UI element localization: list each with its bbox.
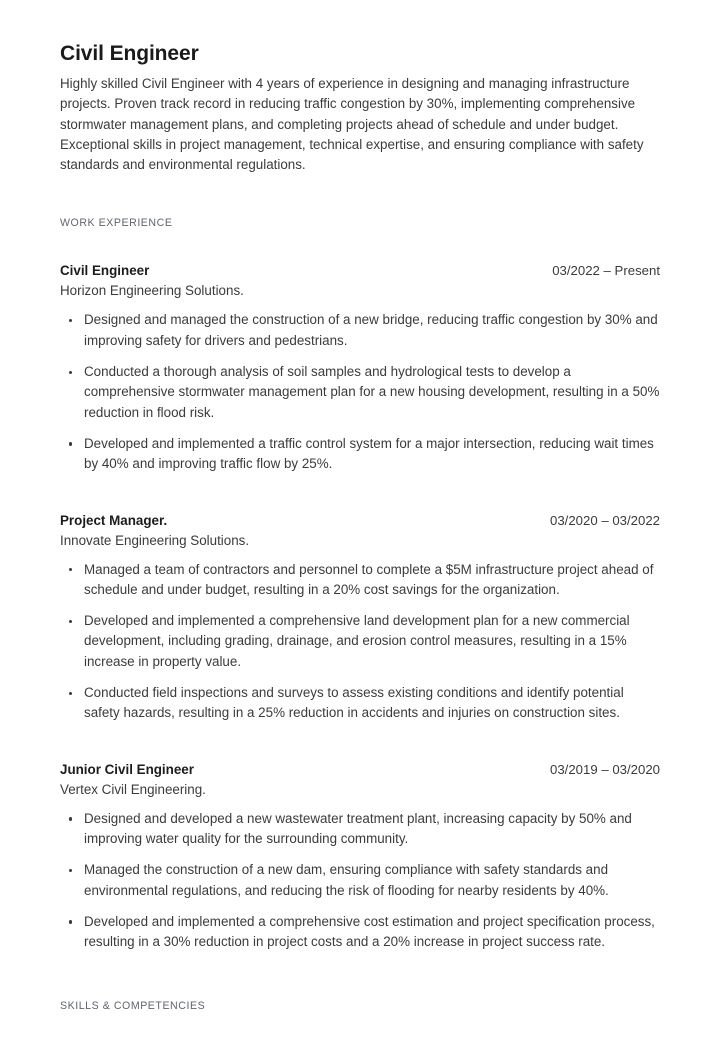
bullet-text: Conducted field inspections and surveys to assess existing conditions and identify potential safety hazards, resulting in a 25% reduction in accidents and injuries on construction sites. (84, 685, 624, 721)
bullet-text: Developed and implemented a comprehensive cost estimation and project specification process, resulting in a 30% reduction in project costs and a 20% increase in project success rate. (84, 913, 655, 950)
list-item (60, 809, 660, 850)
page-title: Civil Engineer (60, 42, 199, 65)
skills-competencies-section (60, 1000, 660, 1012)
entry-header (60, 261, 660, 280)
bullet-dot-icon (69, 442, 72, 445)
entry-job-title: Civil Engineer (60, 263, 150, 279)
bullet-dot-icon (69, 319, 72, 322)
list-item (60, 611, 660, 672)
list-item (60, 912, 660, 953)
entry-company-name: Horizon Engineering Solutions. (60, 283, 244, 299)
entry-bullet-list (60, 809, 660, 953)
list-item (60, 683, 660, 724)
entry-date-range: 03/2019 – 03/2020 (549, 761, 660, 777)
bullet-text: Designed and developed a new wastewater treatment plant, increasing capacity by 50% and improving water quality for the surrounding community. (84, 810, 632, 846)
experience-entry (60, 261, 660, 474)
list-item (60, 560, 660, 601)
bullet-text: Conducted a thorough analysis of soil samples and hydrological tests to develop a comprehensive stormwater management plan for a new housing development, resulting in a 50% reduction in flood risk. (84, 364, 660, 420)
list-item (60, 310, 660, 351)
entry-date-range: 03/2020 – 03/2022 (549, 512, 660, 528)
entry-company-name: Innovate Engineering Solutions. (60, 532, 250, 548)
bullet-dot-icon (69, 568, 72, 571)
bullet-dot-icon (69, 869, 72, 872)
work-experience-section (60, 217, 660, 952)
bullet-text: Designed and managed the construction of a new bridge, reducing traffic congestion by 30% and improving safety for drivers and pedestrians. (84, 312, 658, 348)
professional-summary: Highly skilled Civil Engineer with 4 years of experience in designing and managing infrastructure projects. Proven track record in reducing traffic congestion by 30%, implementing comprehensive stormwater management plans, and completing projects ahead of schedule and under budget. Exceptional skills in project management, technical expertise, and ensuring compliance with safety standards and environmental regulations. (60, 76, 644, 173)
bullet-text: Developed and implemented a comprehensive land development plan for a new commercial development, including grading, drainage, and erosion control measures, resulting in a 15% increase in property value. (84, 613, 630, 669)
bullet-dot-icon (69, 620, 72, 623)
bullet-dot-icon (69, 920, 72, 923)
bullet-dot-icon (69, 692, 72, 695)
bullet-text: Managed a team of contractors and personnel to complete a $5M infrastructure project ahead of schedule and under budget, resulting in a 20% cost savings for the organization. (84, 561, 654, 597)
bullet-dot-icon (69, 817, 72, 820)
list-item (60, 860, 660, 901)
work-experience-entries (60, 261, 660, 952)
section-heading-work-experience: WORK EXPERIENCE (60, 217, 173, 230)
entry-header (60, 511, 660, 530)
entry-bullet-list (60, 560, 660, 724)
experience-entry (60, 760, 660, 953)
section-heading-skills-competencies: SKILLS & COMPETENCIES (60, 1000, 206, 1013)
entry-company-name: Vertex Civil Engineering. (60, 781, 206, 797)
bullet-text: Developed and implemented a traffic control system for a major intersection, reducing wait times by 40% and improving traffic flow by 25%. (84, 435, 654, 472)
entry-bullet-list (60, 310, 660, 474)
entry-job-title: Junior Civil Engineer (60, 761, 194, 777)
bullet-dot-icon (69, 371, 72, 374)
entry-job-title: Project Manager. (60, 512, 168, 528)
list-item (60, 362, 660, 423)
entry-date-range: 03/2022 – Present (552, 263, 660, 279)
entry-header (60, 760, 660, 779)
bullet-text: Managed the construction of a new dam, ensuring compliance with safety standards and environmental regulations, and reducing the risk of flooding for nearby residents by 40%. (84, 862, 609, 898)
list-item (60, 434, 660, 475)
experience-entry (60, 511, 660, 724)
